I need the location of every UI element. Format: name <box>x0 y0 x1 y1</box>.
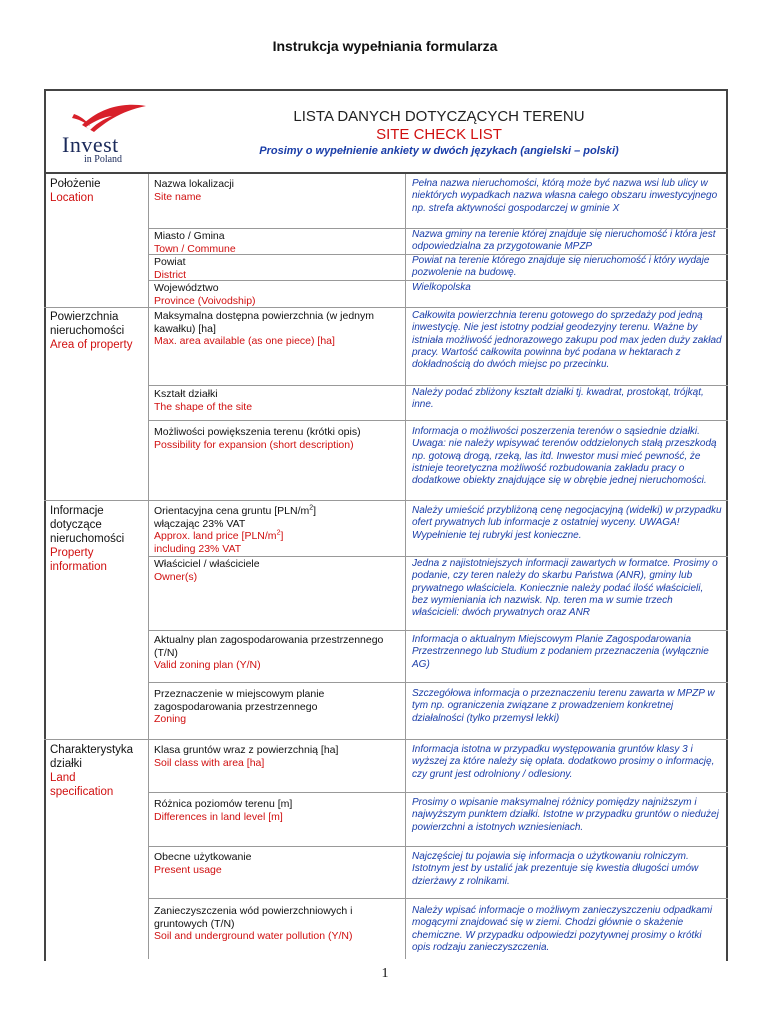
row-divider <box>148 898 728 899</box>
field-land-level <box>154 798 402 823</box>
field-pollution <box>154 905 402 943</box>
instruction-owners: Jedna z najistotniejszych informacji zawartych w formatce. Prosimy o podanie, czy teren należy do skarbu Państwa (ANR), gminy lub prywatnego właściciela. Koniecznie należy podać ilość właścicieli, bez wymieniania ich nazwisk. Np. teren ma w sumie trzech właścicieli: dwóch prywatnych oraz ANR <box>412 558 718 619</box>
field-label-pl: Różnica poziomów terenu [m] <box>154 798 293 810</box>
field-label-pl: Właściciel / właściciele <box>154 558 260 570</box>
category-label-pl: Powierzchnia <box>50 311 119 323</box>
category-label-en: specification <box>50 786 114 798</box>
field-label-en: Soil class with area [ha] <box>154 756 265 769</box>
instruction-district: Powiat na terenie którego znajduje się nieruchomość i który wydaje pozwolenie na budowę. <box>412 255 710 279</box>
instruction-present-usage: Najczęściej tu pojawia się informacja o użytkowaniu rolniczym. Istotnym jest by ustalić jak prezentuje się kwestia długości umów dzierżawy z rolnikami. <box>412 851 699 887</box>
section-divider <box>44 500 728 501</box>
category-label-pl: nieruchomości <box>50 325 125 337</box>
row-divider <box>148 556 728 557</box>
list-title: LISTA DANYCH DOTYCZĄCYCH TERENU <box>293 108 585 125</box>
field-label-pl: Możliwości powiększenia terenu (krótki opis) <box>154 426 361 438</box>
field-land-price <box>154 505 402 555</box>
category-label-pl: działki <box>50 758 82 770</box>
field-label-en: Site name <box>154 190 202 203</box>
category-label-en: Area of property <box>50 339 133 351</box>
field-label-en: District <box>154 268 187 281</box>
category-label-pl: nieruchomości <box>50 533 125 545</box>
field-town <box>154 230 402 255</box>
instruction-pollution: Należy wpisać informacje o możliwym zanieczyszczeniu odpadkami mogącymi znajdować się w ziemi. Chodzi głównie o skażenie chemiczne. W przypadku odpowiedzi pozytywnej prosimy o krótki opis rodzaju zanieczyszczenia. <box>412 905 713 953</box>
instructions-subtitle: Prosimy o wypełnienie ankiety w dwóch językach (angielski – polski) <box>259 145 619 157</box>
field-label-en: Zoning <box>154 713 187 725</box>
category-area <box>50 310 148 352</box>
field-label-en: Possibility for expansion (short description) <box>154 438 354 451</box>
instruction-site-name: Pełna nazwa nieruchomości, którą może być nazwa wsi lub ulicy w niektórych wypadkach nazwa własna całego obszaru inwestycyjnego np. strefa aktywności gospodarczej w gminie X <box>412 178 718 214</box>
field-label-pl: Nazwa lokalizacji <box>154 178 234 190</box>
field-district <box>154 256 402 281</box>
field-label-en: Town / Commune <box>154 242 236 255</box>
category-label-en: Land <box>50 772 76 784</box>
category-property-info <box>50 504 148 574</box>
field-label-pl: Powiat <box>154 256 186 268</box>
field-label-pl: Przeznaczenie w miejscowym planie zagospodarowania przestrzennego <box>154 688 325 713</box>
column-divider-2 <box>405 174 406 959</box>
category-label-en: information <box>50 561 107 573</box>
field-label-pl: Maksymalna dostępna powierzchnia (w jednym kawałku) [ha] <box>154 310 375 335</box>
field-label-pl: Obecne użytkowanie <box>154 851 252 863</box>
row-divider <box>148 385 728 386</box>
category-label-pl: dotyczące <box>50 519 102 531</box>
instruction-zoning-plan: Informacja o aktualnym Miejscowym Planie Zagospodarowania Przestrzennego lub Studium z podaniem przeznaczenia (wyłącznie AG) <box>412 634 709 670</box>
instruction-land-level: Prosimy o wpisanie maksymalnej różnicy pomiędzy najniższym i najwyższym punktem działki. Istotne w przypadku gruntów o niedużej powierzchni a istotnych wzniesieniach. <box>412 797 719 833</box>
field-label-en: Max. area available (as one piece) [ha] <box>154 335 335 347</box>
instruction-town: Nazwa gminy na terenie której znajduje się nieruchomość i która jest odpowiedzialna za przygotowanie MPZP <box>412 229 716 253</box>
category-label-pl: Położenie <box>50 178 101 190</box>
field-label-en: including 23% VAT <box>154 542 242 555</box>
section-divider <box>44 739 728 740</box>
row-divider <box>148 846 728 847</box>
column-divider-1 <box>148 174 149 959</box>
field-label-en: The shape of the site <box>154 400 253 413</box>
field-zoning <box>154 688 402 726</box>
logo-wordmark: Invest <box>62 132 119 157</box>
field-label-pl: Kształt działki <box>154 388 218 400</box>
field-label-pl: Zanieczyszczenia wód powierzchniowych i gruntowych (T/N) <box>154 905 353 930</box>
field-label-en: Approx. land price $[PLN/m^2]$ <box>154 529 284 542</box>
instruction-zoning: Szczegółowa informacja o przeznaczeniu terenu zawarta w MPZP w tym np. ograniczenia związane z prowadzeniem konkretnej działalności (tylko przemysł lekki) <box>412 688 715 724</box>
category-label-pl: Informacje <box>50 505 104 517</box>
row-divider <box>148 420 728 421</box>
logo-tagline: in Poland <box>84 154 123 165</box>
field-label-en: Present usage <box>154 863 222 876</box>
field-site-name <box>154 178 402 203</box>
page-title: Instrukcja wypełniania formularza <box>272 38 498 54</box>
field-owners <box>154 558 402 583</box>
instruction-max-area: Całkowita powierzchnia terenu gotowego do sprzedaży pod jedną inwestycję. Nie jest istotny podział geodezyjny terenu. Ważne by istniała możliwość jednorazowego zakupu pod max jeden duży zakład pracy. Wartość całkowita powinna być podana w hektarach z dokładnością do dwóch miejsc po przecinku. <box>412 310 722 371</box>
category-location <box>50 177 148 205</box>
instruction-soil-class: Informacja istotna w przypadku występowania gruntów klasy 3 i wyższej za które należy się opłata. dodatkowo prosimy o informację, czy grunt jest odrolniony / odlesiony. <box>412 744 715 780</box>
header-divider <box>44 172 728 174</box>
instruction-province: Wielkopolska <box>412 282 471 293</box>
field-province <box>154 282 402 307</box>
field-label-pl: Klasa gruntów wraz z powierzchnią [ha] <box>154 744 339 756</box>
page-number: 1 <box>381 966 389 981</box>
instruction-expansion: Informacja o możliwości poszerzenia terenów o sąsiednie działki. Uwaga: nie należy wpisywać terenów oddzielonych stałą przeszkodą np. gotową drogą, rzeką, las itd. Inwestor musi mieć pewność, że istnieje teoretyczna możliwość rozbudowania zakładu pracy o dodatkowe obiekty znajdujące się w obrębie jednej nieruchomości. <box>412 426 717 487</box>
instruction-land-price: Należy umieścić przybliżoną cenę negocjacyjną (widełki) w przypadku ofert prywatnych lub informacje z ostatniej wyceny. UWAGA! Wypełnienie tej rubryki jest konieczne. <box>412 505 722 541</box>
row-divider <box>148 682 728 683</box>
category-land-spec <box>50 743 148 799</box>
field-label-pl: Miasto / Gmina <box>154 230 225 242</box>
field-label-pl: Aktualny plan zagospodarowania przestrzennego (T/N) <box>154 634 384 659</box>
field-label-pl: włączając 23% VAT <box>154 517 246 530</box>
field-present-usage <box>154 851 402 876</box>
field-expansion <box>154 426 402 451</box>
field-max-area <box>154 310 402 348</box>
field-label-en: Province (Voivodship) <box>154 294 256 307</box>
field-label-en: Soil and underground water pollution (Y/N) <box>154 930 353 942</box>
field-label-pl: Orientacyjna cena gruntu $[PLN/m^2]$ <box>154 504 317 517</box>
field-label-en: Owner(s) <box>154 570 198 583</box>
field-label-en: Differences in land level [m] <box>154 810 283 823</box>
field-label-en: Valid zoning plan (Y/N) <box>154 659 261 671</box>
site-check-list-title: SITE CHECK LIST <box>376 126 502 143</box>
field-shape <box>154 388 402 413</box>
field-zoning-plan <box>154 634 402 672</box>
instruction-shape: Należy podać zbliżony kształt działki tj. kwadrat, prostokąt, trójkąt, inne. <box>412 387 704 411</box>
category-label-pl: Charakterystyka <box>50 744 134 756</box>
row-divider <box>148 630 728 631</box>
field-soil-class <box>154 744 402 769</box>
category-label-en: Location <box>50 192 94 204</box>
section-divider <box>44 307 728 308</box>
category-label-en: Property <box>50 547 94 559</box>
field-label-pl: Województwo <box>154 282 219 294</box>
row-divider <box>148 792 728 793</box>
